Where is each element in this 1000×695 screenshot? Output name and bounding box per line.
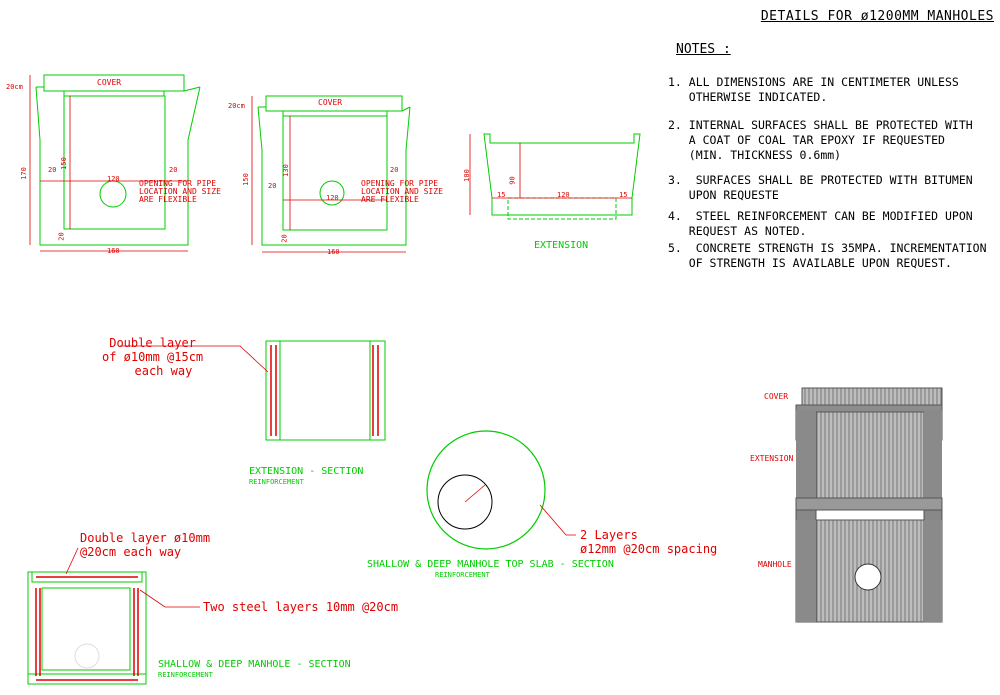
note-number: 2. [668,118,682,132]
manhole-section [28,572,146,684]
top-slab-callout: 2 Layers ø12mm @20cm spacing [580,528,718,556]
shallow-width-dim: 160 [327,248,340,256]
shallow-wall-left-dim: 20 [268,182,277,190]
top-slab-section [427,431,576,549]
shallow-manhole-elevation [258,96,410,245]
extension-left-dim: 15 [497,191,506,199]
deep-width-dim: 160 [107,247,120,255]
shallow-top-dim: 20cm [228,102,245,110]
note-text: STEEL REINFORCEMENT CAN BE MODIFIED UPON REQUEST AS NOTED. [688,209,973,238]
deep-top-dim: 20cm [6,83,23,91]
note-4 [668,209,973,239]
note-3 [668,173,973,203]
manhole-section-callout-top: Double layer ø10mm @20cm each way [80,531,211,559]
note-text: SURFACES SHALL BE PROTECTED WITH BITUMEN UPON REQUESTE [688,173,973,202]
extension-section-subtitle: REINFORCEMENT [249,478,304,486]
manhole-3d-render [796,388,942,622]
shallow-opening-note: OPENING FOR PIPE LOCATION AND SIZE ARE FLEXIBLE [361,179,443,204]
note-number: 1. [668,75,682,89]
shallow-cover-label: COVER [318,98,343,107]
shallow-inner-height-dim: 130 [281,164,290,177]
render-manhole-label: MANHOLE [758,560,792,569]
deep-pipe-dim: 120 [107,175,120,183]
manhole-section-subtitle: REINFORCEMENT [158,671,213,679]
extension-inner-dim: 90 [508,176,517,185]
note-number: 5. [668,241,682,255]
shallow-wall-right-dim: 20 [390,166,399,174]
note-number: 3. [668,173,682,187]
extension-mid-dim: 120 [557,191,570,199]
shallow-pipe-dim: 120 [326,194,339,202]
extension-height-dim: 100 [462,169,471,182]
shallow-height-dim: 150 [241,173,250,186]
deep-height-dim: 170 [19,167,28,180]
extension-section-rebar [271,345,378,436]
top-slab-title: SHALLOW & DEEP MANHOLE TOP SLAB - SECTION [367,559,614,570]
note-number: 4. [668,209,682,223]
shallow-manhole-dims [252,96,406,252]
shallow-bottom-dim: 20 [280,234,289,243]
render-extension-label: EXTENSION [750,454,794,463]
extension-section [266,341,385,440]
note-text: CONCRETE STRENGTH IS 35MPA. INCREMENTATION OF STRENGTH IS AVAILABLE UPON REQUEST. [688,241,987,270]
extension-right-dim: 15 [619,191,628,199]
extension-elevation [484,134,640,219]
note-1 [668,75,959,105]
top-slab-subtitle: REINFORCEMENT [435,571,490,579]
manhole-section-rebar [36,577,138,680]
extension-section-callout: Double layer of ø10mm @15cm each way [102,336,204,378]
deep-wall-left-dim: 20 [48,166,57,174]
manhole-section-title: SHALLOW & DEEP MANHOLE - SECTION [158,659,351,670]
note-5 [668,241,987,271]
render-cover-label: COVER [764,392,789,401]
deep-wall-right-dim: 20 [169,166,178,174]
deep-cover-label: COVER [97,78,122,87]
extension-dims [470,134,632,215]
note-2 [668,118,973,163]
note-text: INTERNAL SURFACES SHALL BE PROTECTED WITH A COAT OF COAL TAR EPOXY IF REQUESTED (MIN. THICKNESS 0.6mm) [688,118,973,162]
manhole-section-callout-side: Two steel layers 10mm @20cm [203,600,399,614]
deep-bottom-dim: 20 [57,232,66,241]
notes-heading: NOTES : [676,42,731,57]
drawing-title: DETAILS FOR ø1200MM MANHOLES [760,9,994,24]
deep-inner-height-dim: 150 [59,157,68,170]
note-text: ALL DIMENSIONS ARE IN CENTIMETER UNLESS OTHERWISE INDICATED. [688,75,959,104]
deep-opening-note: OPENING FOR PIPE LOCATION AND SIZE ARE FLEXIBLE [139,179,221,204]
extension-label: EXTENSION [534,240,589,251]
extension-section-title: EXTENSION - SECTION [249,466,364,477]
deep-manhole-dims [30,75,188,251]
